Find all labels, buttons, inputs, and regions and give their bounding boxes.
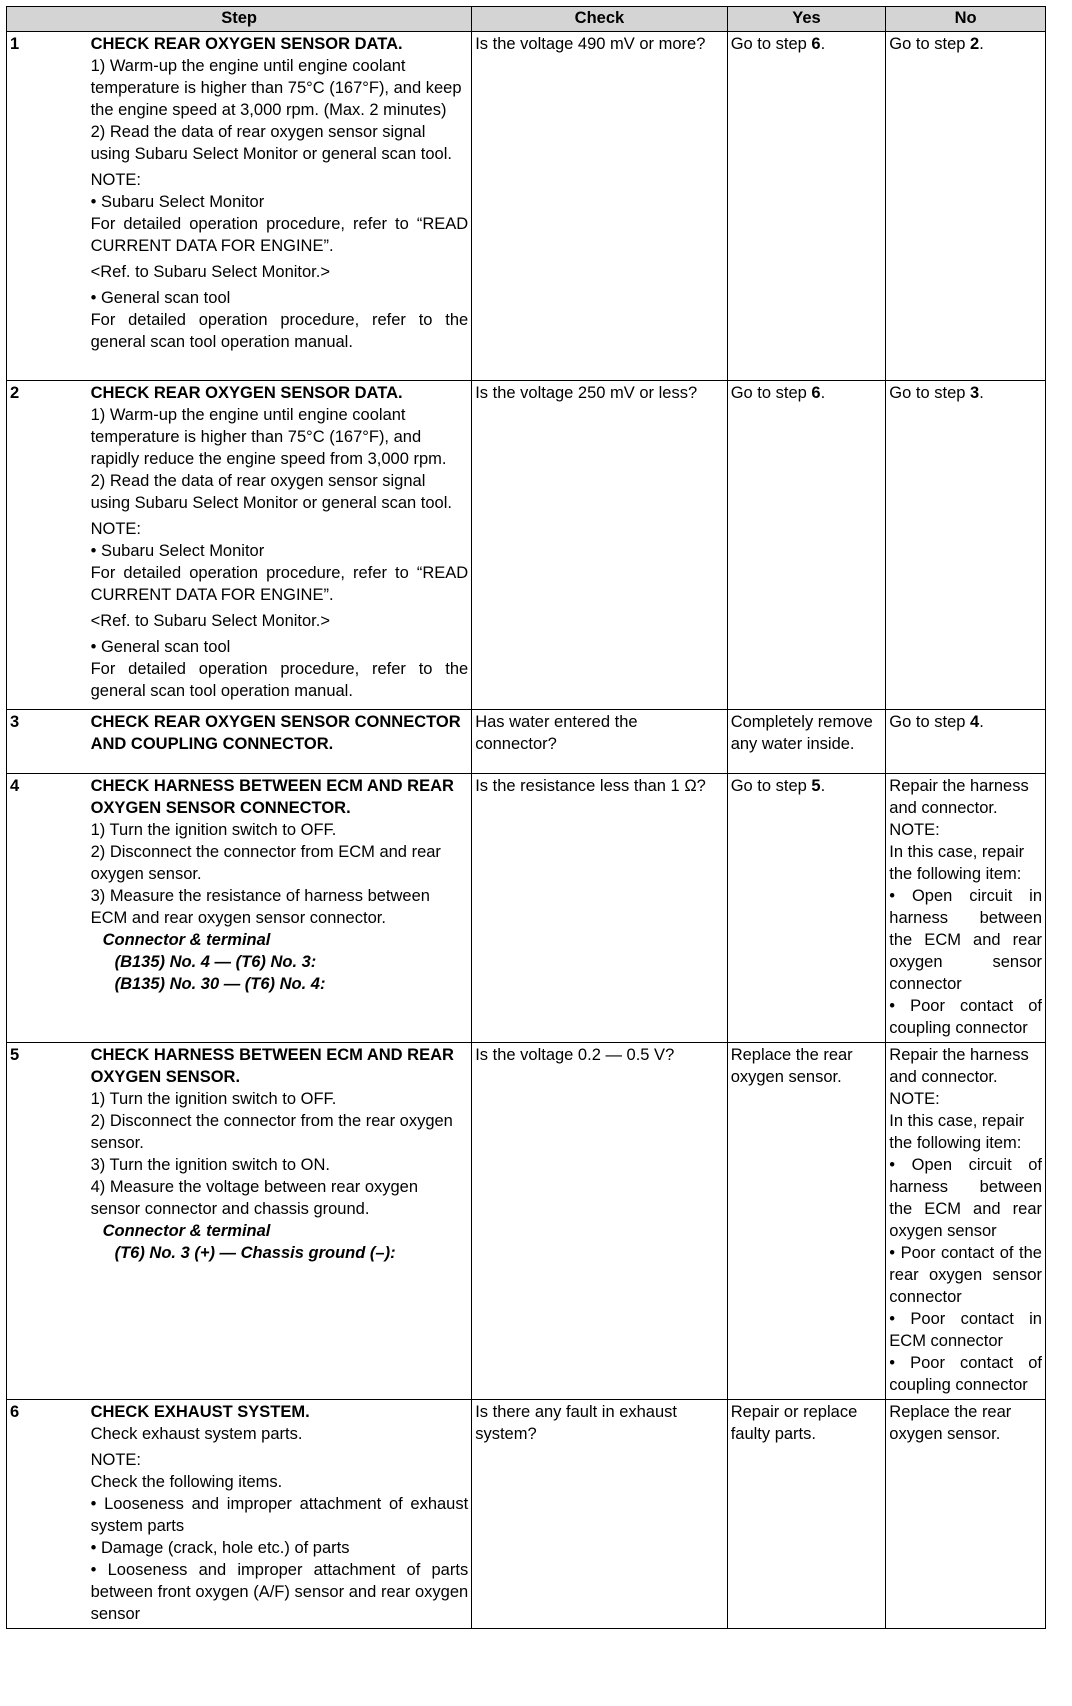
note-line: Check the following items. (90, 1473, 283, 1491)
connector-terminal-line: (T6) No. 3 (+) — Chassis ground (–): (114, 1244, 396, 1262)
step-line: 1) Warm-up the engine until engine coolant temperature is higher than 75°C (167°F), and keep the engine speed at 3,000 rpm. (Max. 2 minutes) (90, 57, 462, 119)
header-no: No (886, 7, 1046, 32)
step-line: 1) Warm-up the engine until engine coolant temperature is higher than 75°C (167°F), and rapidly reduce the engine speed from 3,000 rpm. (90, 406, 447, 468)
note-line: For detailed operation procedure, refer to “READ CURRENT DATA FOR ENGINE”. (90, 564, 469, 604)
step-number: 6 (7, 1400, 91, 1629)
note-line: • Subaru Select Monitor (90, 193, 265, 211)
no-cell: Go to step 4. (886, 710, 1046, 774)
header-check: Check (472, 7, 727, 32)
step-number: 3 (7, 710, 91, 774)
note-line: • Looseness and improper attachment of parts between front oxygen (A/F) sensor and rear oxygen sensor (90, 1561, 469, 1623)
step-line: 2) Read the data of rear oxygen sensor signal using Subaru Select Monitor or general scan tool. (90, 472, 452, 512)
note-label: NOTE: (90, 1451, 142, 1469)
no-note-line: • Poor contact of coupling connector (889, 1354, 1042, 1394)
note-line: • General scan tool (90, 289, 231, 307)
connector-terminal-label: Connector & terminal (102, 931, 271, 949)
step-title: CHECK EXHAUST SYSTEM. (90, 1403, 310, 1421)
no-note-line: • Poor contact of the rear oxygen sensor connector (889, 1244, 1042, 1306)
step-line: 3) Turn the ignition switch to ON. (90, 1156, 330, 1174)
step-cell (91, 1400, 472, 1629)
note-line: • Subaru Select Monitor (90, 542, 265, 560)
note-line: • General scan tool (90, 638, 231, 656)
no-note-line: • Open circuit of harness between the ECM and rear oxygen sensor (889, 1156, 1042, 1240)
header-yes: Yes (727, 7, 886, 32)
step-cell (91, 774, 472, 1043)
no-cell: Go to step 3. (886, 381, 1046, 710)
step-line: Check exhaust system parts. (90, 1425, 303, 1443)
step-number: 5 (7, 1043, 91, 1400)
yes-cell: Go to step 6. (727, 381, 886, 710)
note-line: <Ref. to Subaru Select Monitor.> (90, 263, 330, 281)
step-cell (91, 710, 472, 774)
step-line: 1) Turn the ignition switch to OFF. (90, 1090, 337, 1108)
table-row (7, 1400, 1046, 1629)
no-note-line: • Open circuit in harness between the ECM and rear oxygen sensor connector (889, 887, 1042, 993)
table-row (7, 710, 1046, 774)
step-title: CHECK HARNESS BETWEEN ECM AND REAR OXYGEN SENSOR CONNECTOR. (90, 777, 454, 817)
step-title: CHECK REAR OXYGEN SENSOR DATA. (90, 35, 403, 53)
table-row (7, 1043, 1046, 1400)
step-number: 2 (7, 381, 91, 710)
yes-cell: Completely remove any water inside. (727, 710, 886, 774)
step-line: 1) Turn the ignition switch to OFF. (90, 821, 337, 839)
note-line: For detailed operation procedure, refer to the general scan tool operation manual. (90, 660, 469, 700)
yes-cell: Repair or replace faulty parts. (727, 1400, 886, 1629)
no-cell: Go to step 2. (886, 32, 1046, 381)
no-note-line: In this case, repair the following item: (889, 1112, 1025, 1152)
no-note-line: • Poor contact in ECM connector (889, 1310, 1042, 1350)
step-line: 2) Read the data of rear oxygen sensor signal using Subaru Select Monitor or general scan tool. (90, 123, 452, 163)
note-label: NOTE: (90, 520, 142, 538)
connector-terminal-line: (B135) No. 30 — (T6) No. 4: (114, 975, 326, 993)
note-line: • Damage (crack, hole etc.) of parts (90, 1539, 350, 1557)
step-title: CHECK REAR OXYGEN SENSOR CONNECTOR AND COUPLING CONNECTOR. (90, 713, 461, 753)
step-line: 2) Disconnect the connector from ECM and rear oxygen sensor. (90, 843, 441, 883)
note-line: <Ref. to Subaru Select Monitor.> (90, 612, 330, 630)
step-line: 2) Disconnect the connector from the rear oxygen sensor. (90, 1112, 453, 1152)
check-cell: Has water entered the connector? (472, 710, 727, 774)
no-text: Repair the harness and connector. (889, 777, 1029, 817)
no-cell (886, 774, 1046, 1043)
step-cell (91, 32, 472, 381)
step-line: 4) Measure the voltage between rear oxygen sensor connector and chassis ground. (90, 1178, 419, 1218)
note-line: For detailed operation procedure, refer to the general scan tool operation manual. (90, 311, 469, 351)
table-row (7, 32, 1046, 381)
connector-terminal-label: Connector & terminal (102, 1222, 271, 1240)
header-step: Step (7, 7, 472, 32)
check-cell: Is the voltage 250 mV or less? (472, 381, 727, 710)
table-header-row (7, 7, 1046, 32)
no-note-label: NOTE: (889, 1090, 940, 1108)
no-cell: Replace the rear oxygen sensor. (886, 1400, 1046, 1629)
check-cell: Is the resistance less than 1 Ω? (472, 774, 727, 1043)
diagnostic-table (6, 6, 1046, 1629)
no-note-line: • Poor contact of coupling connector (889, 997, 1042, 1037)
check-cell: Is the voltage 490 mV or more? (472, 32, 727, 381)
step-cell (91, 1043, 472, 1400)
no-note-label: NOTE: (889, 821, 940, 839)
step-number: 1 (7, 32, 91, 381)
yes-cell: Go to step 5. (727, 774, 886, 1043)
note-line: • Looseness and improper attachment of exhaust system parts (90, 1495, 469, 1535)
step-number: 4 (7, 774, 91, 1043)
no-note-line: In this case, repair the following item: (889, 843, 1025, 883)
note-label: NOTE: (90, 171, 142, 189)
step-title: CHECK HARNESS BETWEEN ECM AND REAR OXYGEN SENSOR. (90, 1046, 454, 1086)
connector-terminal-line: (B135) No. 4 — (T6) No. 3: (114, 953, 317, 971)
step-cell (91, 381, 472, 710)
step-title: CHECK REAR OXYGEN SENSOR DATA. (90, 384, 403, 402)
no-cell (886, 1043, 1046, 1400)
yes-cell: Replace the rear oxygen sensor. (727, 1043, 886, 1400)
step-line: 3) Measure the resistance of harness between ECM and rear oxygen sensor connector. (90, 887, 430, 927)
no-text: Repair the harness and connector. (889, 1046, 1029, 1086)
yes-cell: Go to step 6. (727, 32, 886, 381)
check-cell: Is there any fault in exhaust system? (472, 1400, 727, 1629)
check-cell: Is the voltage 0.2 — 0.5 V? (472, 1043, 727, 1400)
table-row (7, 381, 1046, 710)
table-row (7, 774, 1046, 1043)
note-line: For detailed operation procedure, refer to “READ CURRENT DATA FOR ENGINE”. (90, 215, 469, 255)
